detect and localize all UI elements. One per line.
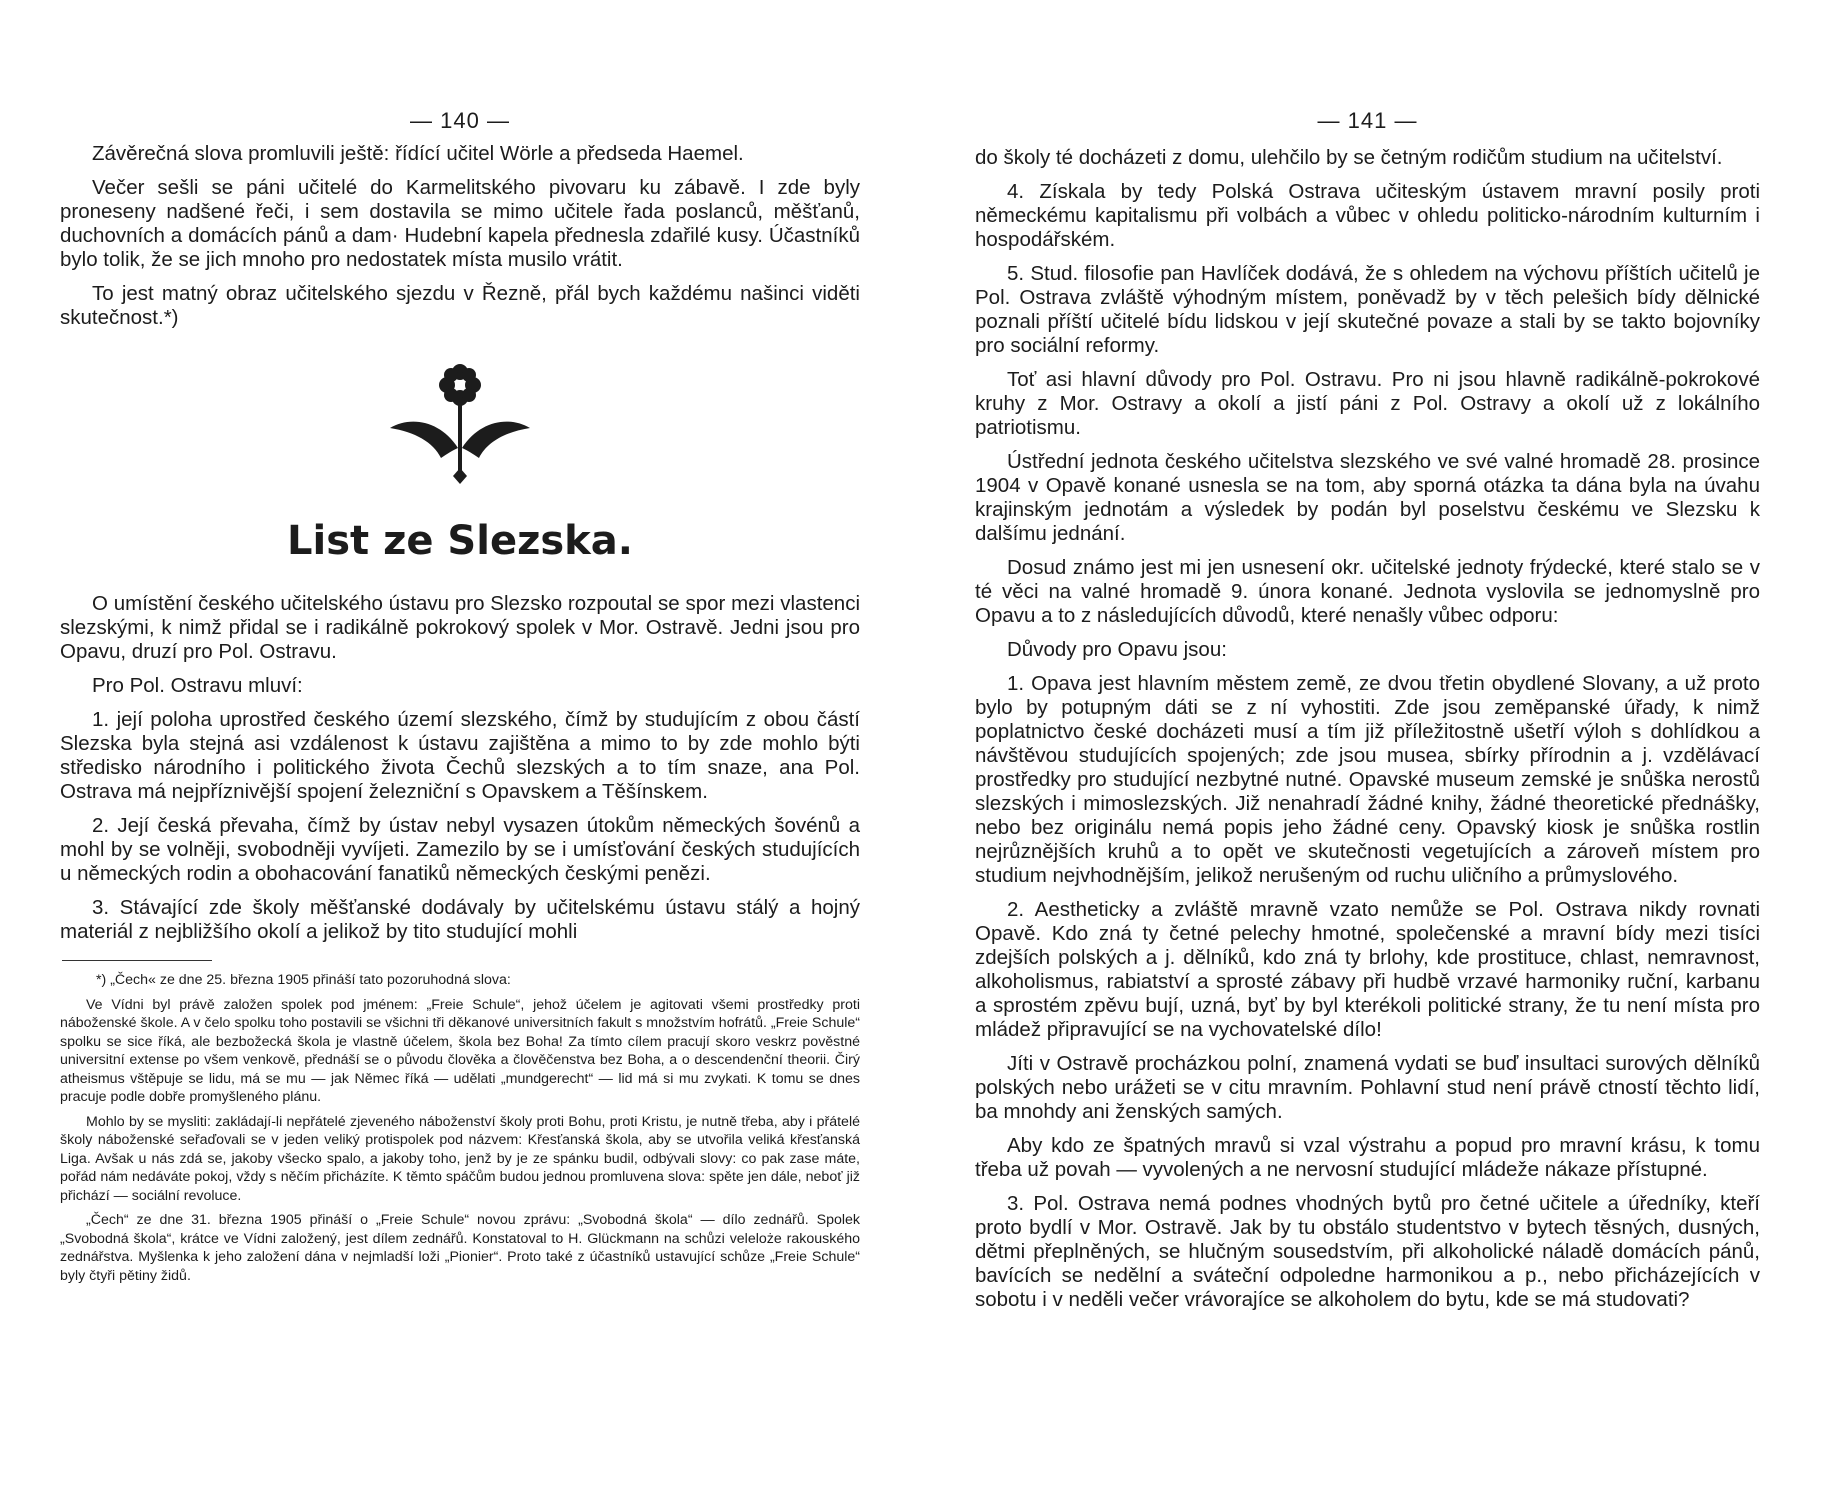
paragraph: Pro Pol. Ostravu mluví: (92, 674, 303, 697)
paragraph: 1. její poloha uprostřed českého území slezského, čímž by studujícím z obou částí Slezska byla stejná asi vzdálenost k ústavu zajištěna a mimo to by zde mohlo býti středisko národního i politického života Čechů slezských a to tím snaze, ana Pol. Ostrava má nejpříznivější spojení železniční s Opavskem a Těšínskem. (60, 708, 860, 803)
paragraph: Závěrečná slova promluvili ještě: řídící učitel Wörle a předseda Haemel. (92, 142, 744, 165)
paragraph: Ústřední jednota českého učitelstva slezského ve své valné hromadě 28. prosince 1904 v Opavě konané usnesla se na tom, aby sporná otázka ta dána byla na úvahu krajinským jednotám a výsledek by podán byl poselstvu českému ve Slezsku k dalšímu jednání. (975, 450, 1760, 545)
paragraph: Jíti v Ostravě procházkou polní, znamená vydati se buď insultaci surových dělníků polských nebo urážeti se v citu mravním. Pohlavní stud není právě ctností těchto lidí, ba mnohdy ani ženských samých. (975, 1052, 1760, 1123)
paragraph: 2. Aestheticky a zvláště mravně vzato nemůže se Pol. Ostrava nikdy rovnati Opavě. Kdo zná ty četné pelechy hmotné, společenské a mravní bídy mezi tisíci zdejších polských a j. dělníků, kdo zná ty brlohy, kde prostituce, chlast, nemravnost, alkoholismus, rabiatství a sprosté zábavy při hudbě vrzavé harmoniky ruční, karbanu a sprostém zpěvu bují, uzná, byť by byl kterékoli politické strany, že tu není místa pro mládež připravující se na vychovatelské dílo! (975, 898, 1760, 1041)
paragraph: Důvody pro Opavu jsou: (1007, 638, 1227, 661)
paragraph: Večer sešli se páni učitelé do Karmelitského pivovaru ku zábavě. I zde byly proneseny nadšené řeči, i sem dostavila se mimo učitele řada poslanců, měšťanů, duchovních a domácích pánů a dam· Hudební kapela přednesla zdařilé kusy. Účastníků bylo tolik, že se jich mnoho pro nedostatek místa musilo vrátit. (60, 176, 860, 271)
paragraph: Dosud známo jest mi jen usnesení okr. učitelské jednoty frýdecké, které stalo se v té věci na valné hromadě 9. února konané. Jednota vyslovila se jednomyslně pro Opavu a to z následujících důvodů, které nenašly vůbec odporu: (975, 556, 1760, 627)
footnote-rule (62, 960, 212, 961)
paragraph: To jest matný obraz učitelského sjezdu v Řezně, přál bych každému našinci viděti skutečnost.*) (60, 282, 860, 329)
footnotes (60, 971, 860, 1285)
left-page (60, 0, 860, 1500)
footnote: *) „Čech« ze dne 25. března 1905 přináší tato pozoruhodná slova: (96, 972, 511, 988)
flower-ornament-icon (385, 350, 535, 490)
paragraph: 2. Její česká převaha, čímž by ústav nebyl vysazen útokům německých šovénů a mohl by se volněji, svobodněji vyvíjeti. Zamezilo by se i umísťování českých studujících u německých rodin a obohacování fanatiků německých českými penězi. (60, 814, 860, 885)
footnote: Ve Vídni byl právě založen spolek pod jménem: „Freie Schule“, jehož účelem je agitovati všemi prostředky proti náboženské škole. A v čelo spolku toho postavili se všichni tři děkanové universitních fakult s množstvím hofrátů. „Freie Schule“ spolku se sice říká, ale bezbožecká škola je vlastně účelem, škola bez Boha! Za tímto cílem pracují skoro veskrz pověstné universitní extense po všem venkově, přednáší se o původu člověka a člověčenstva bez Boha, a o descendenční theorii. Čirý atheismus vštěpuje se lidu, má se mu — jak Němec říká — udělati „mundgerecht“ — lid má si mu zvykati. K tomu se dnes pracuje podle dobře promyšleného plánu. (60, 996, 860, 1105)
section-title: List ze Slezska. (287, 518, 633, 564)
footnote: „Čech“ ze dne 31. března 1905 přináší o „Freie Schule“ novou zprávu: „Svobodná škola“ — dílo zednářů. Spolek „Svobodná škola“, krátce ve Vídni založený, jest dílem zednářů. Konstatoval to H. Glückmann na schůzi veleloże rakouského zednářstva. Myšlenka k jeho založení dána v nejmladší loži „Pionier“. Proto také z účastníků ustavující schůze „Freie Schule“ byly čtyři pětiny židů. (60, 1212, 860, 1284)
left-top-text (60, 142, 860, 1291)
page-number-right: — 141 — (1317, 108, 1418, 133)
paragraph: 1. Opava jest hlavním městem země, ze dvou třetin obydlené Slovany, a už proto bylo by potupným dáti se z ní vyhostiti. Zde jsou zeměpanské úřady, k nimž poplatnictvo české docházeti musí a tím již příležitostně ušetří výloh s dohlídkou a návštěvou studujících spojených; zde jsou musea, sbírky přírodnin a j. vzdělávací prostředky pro studující nezbytné nutné. Opavské museum zemské je snůška nerostů slezských i mimoslezských. Již nenahradí žádné knihy, žádné theoretické přednášky, nebo bez originálu nemá popis jeho žádné ceny. Opavský kiosk je snůška rostlin nejrůznějších kruhů a to opět ve skutečnosti vegetujících a zároveň místem pro studium nejvhodnějším, jelikož nerušeným od ruchu uličního a průmyslového. (975, 672, 1760, 887)
paragraph: 3. Stávající zde školy měšťanské dodávaly by učitelskému ústavu stálý a hojný materiál z nejbližšího okolí a jelikož by tito studující mohli (60, 896, 860, 943)
right-page (975, 0, 1760, 1500)
paragraph: Aby kdo ze špatných mravů si vzal výstrahu a popud pro mravní krásu, k tomu třeba už povah — vyvolených a ne nervosní studující mládeže nákaze přístupné. (975, 1134, 1760, 1181)
paragraph: do školy té docházeti z domu, ulehčilo by se četným rodičům studium na učitelství. (975, 146, 1723, 169)
footnote: Mohlo by se mysliti: zakládají-li nepřátelé zjeveného náboženství školy proti Bohu, proti Kristu, je nutně třeba, aby i přátelé školy náboženské seřaďovali se v jeden veliký protispolek pod názvem: Křesťanská škola, aby se utvořila veliká křesťanská Liga. Avšak u nás zdá se, jakoby všecko spalo, a jakoby toho, jenž by je ze spánku budil, odbývali slovy: co pak zase máte, pořád nám nedáváte pokoj, vždy s něčím přicházíte. K těmto spáčům budou jednou promluvena slova: spěte jen dále, neboť již přichází — sociální revoluce. (60, 1113, 860, 1204)
paragraph: O umístění českého učitelského ústavu pro Slezsko rozpoutal se spor mezi vlastenci slezskými, k nimž přidal se i radikálně pokrokový spolek v Mor. Ostravě. Jedni jsou pro Opavu, druzí pro Pol. Ostravu. (60, 592, 860, 663)
right-text (975, 146, 1760, 1322)
paragraph: 4. Získala by tedy Polská Ostrava učiteským ústavem mravní posily proti německému kapitalismu při volbách a vůbec v ohledu politicko-národním kulturním i hospodářském. (975, 180, 1760, 251)
paragraph: Toť asi hlavní důvody pro Pol. Ostravu. Pro ni jsou hlavně radikálně-pokrokové kruhy z Mor. Ostravy a okolí a jistí páni z Pol. Ostravy a okolí už z lokálního patriotismu. (975, 368, 1760, 439)
page-number-left: — 140 — (410, 108, 510, 133)
paragraph: 5. Stud. filosofie pan Havlíček dodává, že s ohledem na výchovu příštích učitelů je Pol. Ostrava zvláště výhodným místem, poněvadž by v těch pelešich bídy dělnické poznali příští učitelé bídu lidskou v její skutečné povaze a stali by se takto bojovníky pro sociální reformy. (975, 262, 1760, 357)
paragraph: 3. Pol. Ostrava nemá podnes vhodných bytů pro četné učitele a úředníky, kteří proto bydlí v Mor. Ostravě. Jak by tu obstálo studentstvo v bytech těsných, dusných, dětmi přeplněných, se hlučným sousedstvím, při alkoholické náladě domácích pánů, bavících se nedělní a sváteční odpoledne harmonikou a p., nebo přicházejících v sobotu i v neděli večer vrávorajíce se alkoholem do bytu, kde se má studovati? (975, 1192, 1760, 1311)
